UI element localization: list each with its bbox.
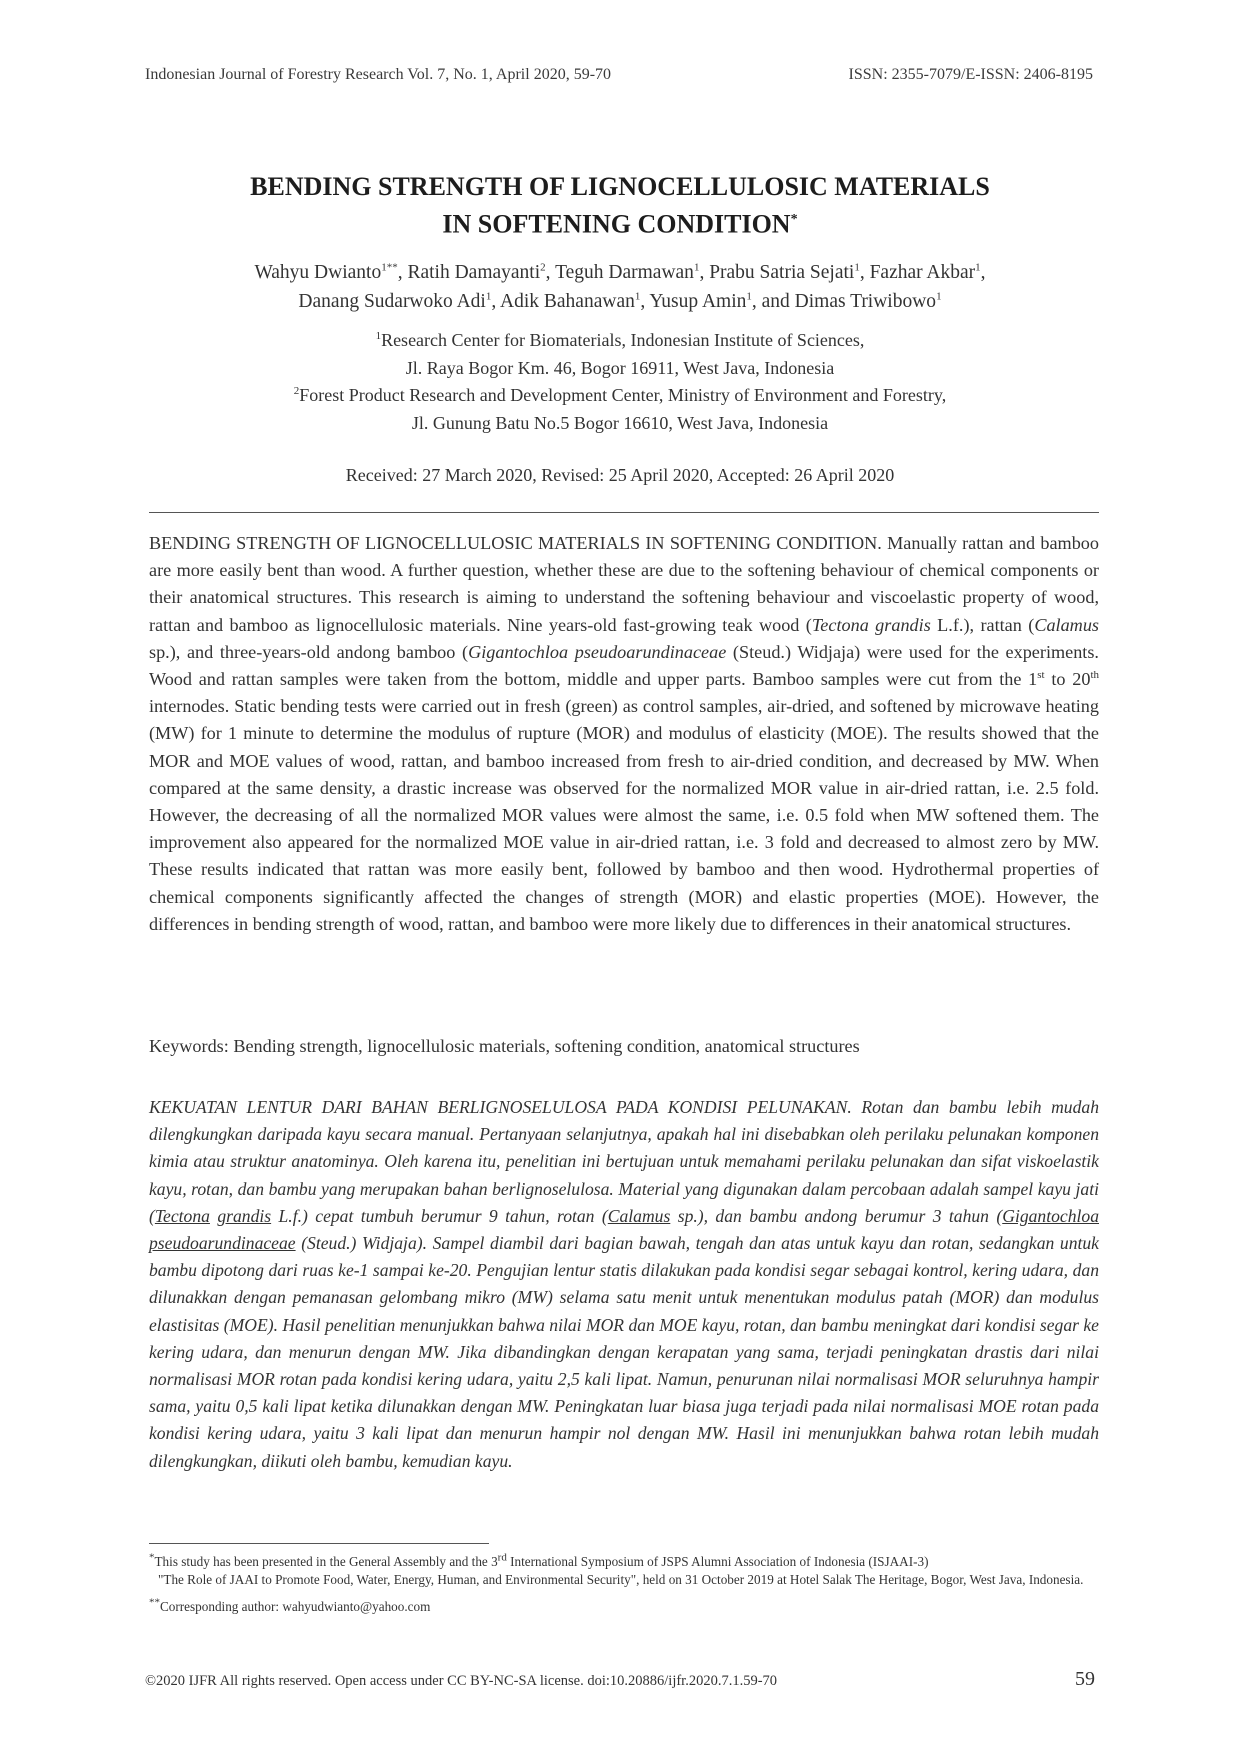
- affiliations: [140, 327, 1100, 437]
- species-name: Tectona: [154, 1205, 210, 1226]
- title-line-2: IN SOFTENING CONDITION*: [442, 209, 798, 239]
- page-footer: [145, 1668, 1095, 1691]
- species-name: Tectona grandis: [811, 614, 931, 635]
- journal-citation: Indonesian Journal of Forestry Research Vol. 7, No. 1, April 2020, 59-70: [145, 66, 612, 83]
- affiliation-2-address: Jl. Gunung Batu No.5 Bogor 16610, West Java, Indonesia: [411, 412, 829, 433]
- divider: [149, 512, 1099, 513]
- running-header: [145, 66, 1093, 84]
- author: Ratih Damayanti: [407, 262, 541, 283]
- species-name: grandis: [217, 1205, 272, 1226]
- author: Yusup Amin: [649, 291, 747, 312]
- abstract-indonesian: KEKUATAN LENTUR DARI BAHAN BERLIGNOSELULOSA PADA KONDISI PELUNAKAN. Rotan dan bambu lebih mudah dilengkungkan daripada kayu secara manual. Pertanyaan selanjutnya, apakah hal ini disebabkan oleh perilaku pelunakan komponen kimia atau struktur anatominya. Oleh karena itu, penelitian ini bertujuan untuk memahami perilaku pelunakan dan sifat viskoelastik kayu, rotan, dan bambu yang merupakan bahan berlignoselulosa. Material yang digunakan dalam percobaan adalah sampel kayu jati (Tectona grandis L.f.) cepat tumbuh berumur 9 tahun, rotan (Calamus sp.), dan bambu andong berumur 3 tahun (Gigantochloa pseudoarundinaceae (Steud.) Widjaja). Sampel diambil dari bagian bawah, tengah dan atas untuk kayu dan rotan, sedangkan untuk bambu dipotong dari ruas ke-1 sampai ke-20. Pengujian lentur statis dilakukan pada kondisi segar sebagai kontrol, kering udara, dan dilunakkan dengan pemanasan gelombang mikro (MW) selama satu menit untuk menentukan modulus patah (MOR) dan modulus elastisitas (MOE). Hasil penelitian menunjukkan bahwa nilai MOR dan MOE kayu, rotan, dan bambu meningkat dari kondisi segar ke kering udara, dan menurun dengan MW. Jika dibandingkan dengan kerapatan yang sama, terjadi peningkatan drastis dari nilai normalisasi MOR rotan pada kondisi kering udara, yaitu 2,5 kali lipat. Namun, penurunan nilai normalisasi MOR seluruhnya hampir sama, yaitu 0,5 kali lipat ketika dilunakkan dengan MW. Peningkatan luar biasa juga terjadi pada nilai normalisasi MOE rotan pada kondisi kering udara, yaitu 3 kali lipat dan menurun hampir nol dengan MW. Hasil ini menunjukkan bahwa rotan lebih mudah dilengkungkan, diikuti oleh bambu, kemudian kayu.: [149, 1097, 1099, 1471]
- page-number: 59: [1075, 1668, 1095, 1690]
- article-dates: Received: 27 March 2020, Revised: 25 April 2020, Accepted: 26 April 2020: [345, 465, 895, 485]
- affiliation-2: $^2$Forest Product Research and Development Center, Ministry of Environment and Forestry,: [293, 385, 947, 405]
- author: Fazhar Akbar: [869, 262, 976, 283]
- author: Adik Bahanawan: [500, 291, 635, 312]
- author-line-1: Wahyu Dwianto$^{1**}$, Ratih Damayanti$^2$, Teguh Darmawan$^1$, Prabu Satria Sejati$^1$, Fazhar Akbar$^1$,: [254, 261, 986, 283]
- issn: ISSN: 2355-7079/E-ISSN: 2406-8195: [848, 66, 1093, 83]
- abstract-title: KEKUATAN LENTUR DARI BAHAN BERLIGNOSELULOSA PADA KONDISI PELUNAKAN.: [149, 1097, 852, 1117]
- footnotes: [149, 1553, 1099, 1616]
- title-footnote-mark: *: [790, 212, 798, 227]
- author: and Dimas Triwibowo: [761, 291, 937, 312]
- author: Danang Sudarwoko Adi: [298, 291, 486, 312]
- title-line-1: BENDING STRENGTH OF LIGNOCELLULOSIC MATERIALS: [250, 172, 990, 201]
- article-title: [140, 170, 1100, 241]
- species-name: Calamus: [607, 1205, 671, 1226]
- author-line-2: Danang Sudarwoko Adi$^1$, Adik Bahanawan$^1$, Yusup Amin$^1$, and Dimas Triwibowo$^1$: [298, 290, 942, 312]
- keywords: Keywords: Bending strength, lignocellulosic materials, softening condition, anatomical structures: [149, 1036, 860, 1056]
- species-name: Calamus: [1034, 614, 1099, 635]
- affiliation-1-address: Jl. Raya Bogor Km. 46, Bogor 16911, West Java, Indonesia: [405, 357, 835, 378]
- species-name: Gigantochloa pseudoarundinaceae: [468, 641, 727, 662]
- footnote-corresponding-author: **Corresponding author: wahyudwianto@yahoo.com: [149, 1596, 431, 1614]
- affiliation-1: $^1$Research Center for Biomaterials, Indonesian Institute of Sciences,: [375, 330, 865, 350]
- footnote-divider: [149, 1543, 489, 1544]
- abstract-title: BENDING STRENGTH OF LIGNOCELLULOSIC MATERIALS IN SOFTENING CONDITION.: [149, 533, 882, 553]
- abstract-english: BENDING STRENGTH OF LIGNOCELLULOSIC MATERIALS IN SOFTENING CONDITION. Manually rattan and bamboo are more easily bent than wood. A further question, whether these are due to the softening behaviour of chemical components or their anatomical structures. This research is aiming to understand the softening behaviour and viscoelastic property of wood, rattan and bamboo as lignocellulosic materials. Nine years-old fast-growing teak wood (Tectona grandis L.f.), rattan (Calamus sp.), and three-years-old andong bamboo (Gigantochloa pseudoarundinaceae (Steud.) Widjaja) were used for the experiments. Wood and rattan samples were taken from the bottom, middle and upper parts. Bamboo samples were cut from the 1st to 20th internodes. Static bending tests were carried out in fresh (green) as control samples, air-dried, and softened by microwave heating (MW) for 1 minute to determine the modulus of rupture (MOR) and modulus of elasticity (MOE). The results showed that the MOR and MOE values of wood, rattan, and bamboo increased from fresh to air-dried condition, and decreased by MW. When compared at the same density, a drastic increase was observed for the normalized MOR value in air-dried rattan, i.e. 2.5 fold. However, the decreasing of all the normalized MOR values were almost the same, i.e. 0.5 fold when MW softened them. The improvement also appeared for the normalized MOE value in air-dried rattan, i.e. 3 fold and decreased to almost zero by MW. These results indicated that rattan was more easily bent, followed by bamboo and then wood. Hydrothermal properties of chemical components significantly affected the changes of strength (MOR) and elastic properties (MOE). However, the differences in bending strength of wood, rattan, and bamboo were more likely due to differences in their anatomical structures.: [149, 533, 1099, 934]
- author: Teguh Darmawan: [555, 262, 694, 283]
- author: Wahyu Dwianto: [254, 262, 382, 283]
- species-name: Gigantochloa: [1002, 1205, 1099, 1226]
- author: Prabu Satria Sejati: [709, 262, 855, 283]
- footnote-presentation: *This study has been presented in the General Assembly and the 3rd International Symposium of JSPS Alumni Association of Indonesia (ISJAAI-3) "The Role of JAAI to Promote Food, Water, Energy, Human, and Environmental Security", held on 31 October 2019 at Hotel Salak The Heritage, Bogor, West Java, Indonesia.: [149, 1551, 1084, 1587]
- species-name: pseudoarundinaceae: [149, 1233, 296, 1254]
- license-line: ©2020 IJFR All rights reserved. Open access under CC BY-NC-SA license. doi:10.20886/ijfr.2020.7.1.59-70: [145, 1673, 778, 1689]
- author-list: [140, 258, 1100, 316]
